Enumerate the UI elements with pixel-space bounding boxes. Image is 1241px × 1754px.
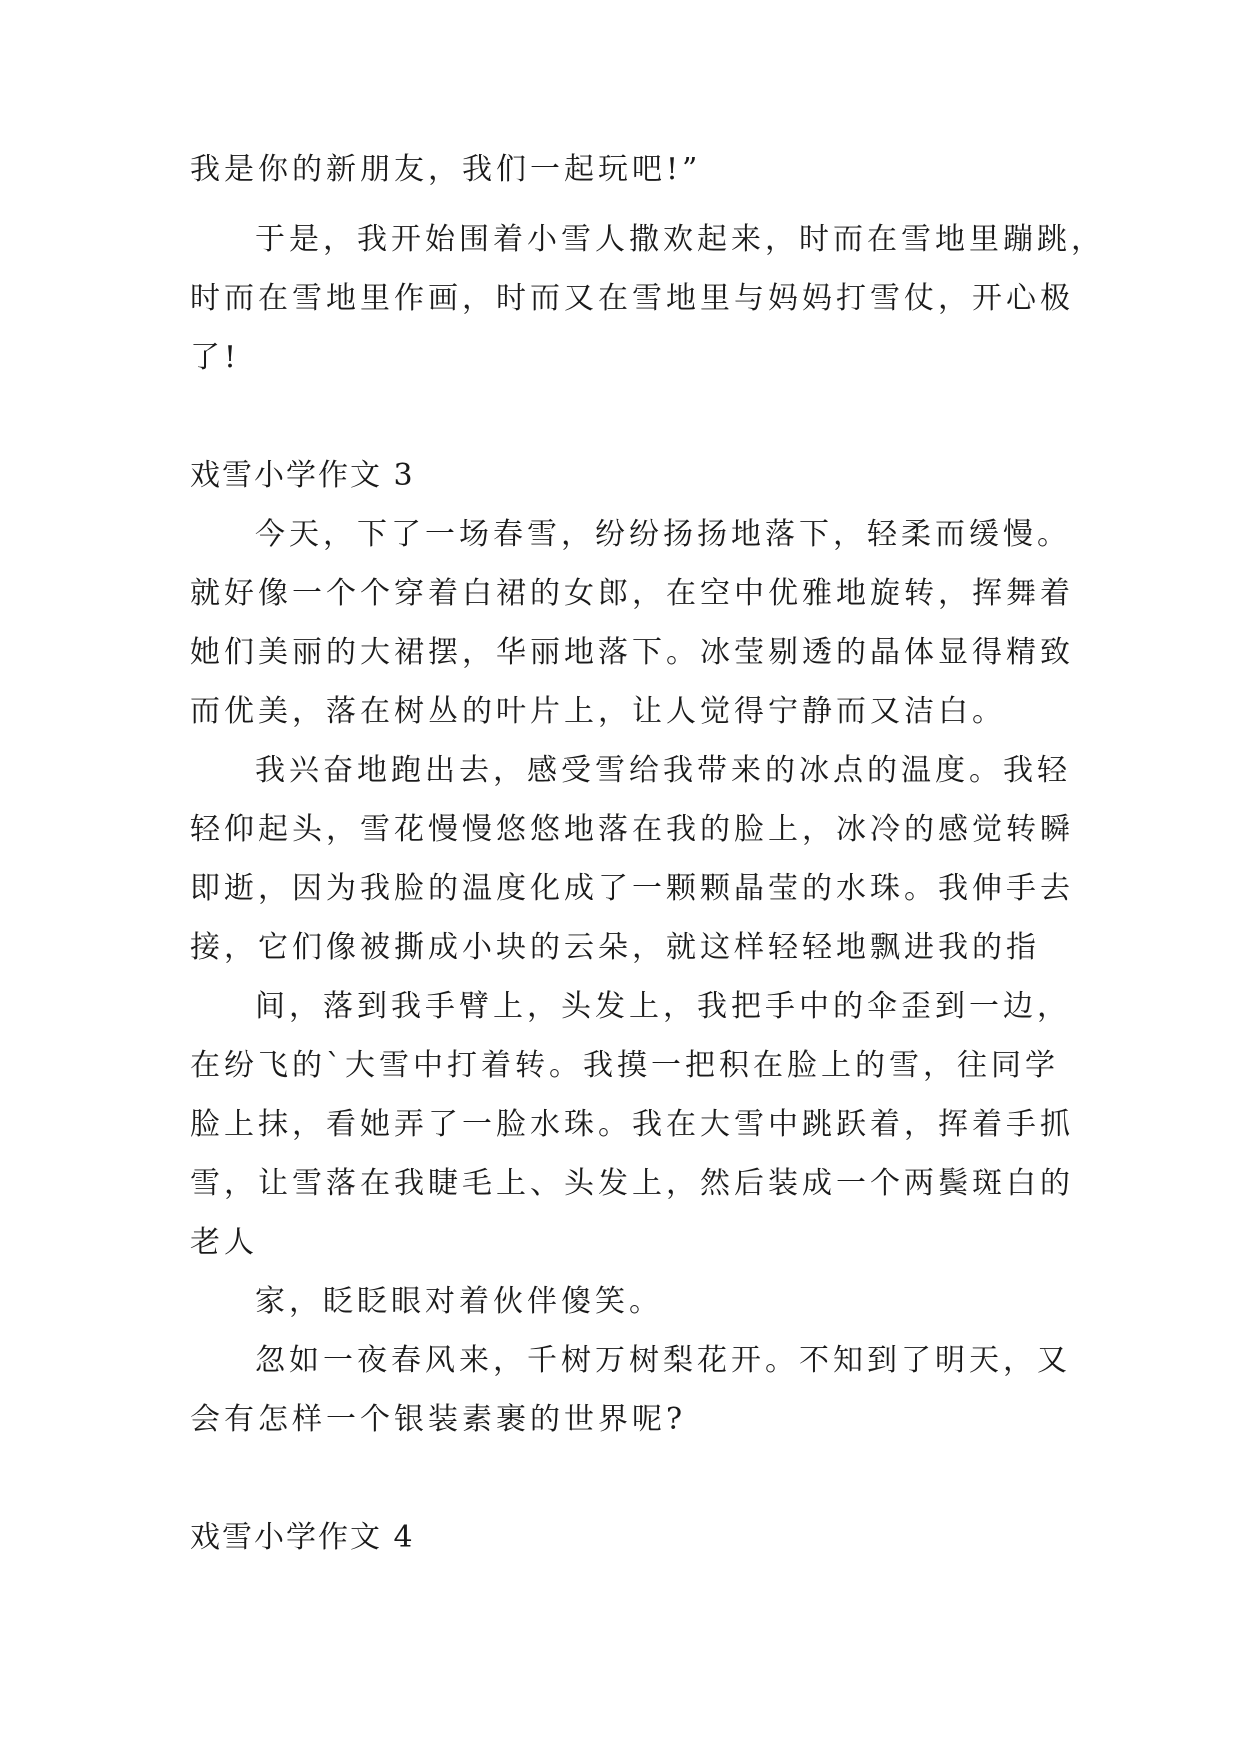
- text-line: 了!: [190, 340, 241, 375]
- text-line: 时而在雪地里作画，时而又在雪地里与妈妈打雪仗，开心极: [190, 281, 1074, 316]
- text-line: 在纷飞的`大雪中打着转。我摸一把积在脸上的雪，往同学: [190, 1048, 1059, 1083]
- text-line: 而优美，落在树丛的叶片上，让人觉得宁静而又洁白。: [190, 694, 1006, 729]
- paragraph-first-line: 于是，我开始围着小雪人撒欢起来，时而在雪地里蹦跳，: [255, 222, 1105, 257]
- text-line: 即逝，因为我脸的温度化成了一颗颗晶莹的水珠。我伸手去: [190, 871, 1074, 906]
- section-heading: 戏雪小学作文 3: [190, 458, 415, 493]
- paragraph-first-line: 忽如一夜春风来，千树万树梨花开。不知到了明天，又: [255, 1343, 1071, 1378]
- paragraph-first-line: 间，落到我手臂上，头发上，我把手中的伞歪到一边，: [255, 989, 1071, 1024]
- paragraph-first-line: 家，眨眨眼对着伙伴傻笑。: [255, 1284, 663, 1319]
- text-line: 就好像一个个穿着白裙的女郎，在空中优雅地旋转，挥舞着: [190, 576, 1074, 611]
- text-line: 她们美丽的大裙摆，华丽地落下。冰莹剔透的晶体显得精致: [190, 635, 1074, 670]
- paragraph-first-line: 今天，下了一场春雪，纷纷扬扬地落下，轻柔而缓慢。: [255, 517, 1071, 552]
- text-line: 我是你的新朋友，我们一起玩吧!”: [190, 152, 702, 187]
- text-line: 老人: [190, 1225, 258, 1260]
- text-line: 会有怎样一个银装素裹的世界呢?: [190, 1402, 687, 1437]
- text-line: 接，它们像被撕成小块的云朵，就这样轻轻地飘进我的指: [190, 930, 1040, 965]
- text-line: 脸上抹，看她弄了一脸水珠。我在大雪中跳跃着，挥着手抓: [190, 1107, 1074, 1142]
- section-heading: 戏雪小学作文 4: [190, 1520, 415, 1555]
- text-line: 雪，让雪落在我睫毛上、头发上，然后装成一个两鬓斑白的: [190, 1166, 1074, 1201]
- paragraph-first-line: 我兴奋地跑出去，感受雪给我带来的冰点的温度。我轻: [255, 753, 1071, 788]
- text-line: 轻仰起头，雪花慢慢悠悠地落在我的脸上，冰冷的感觉转瞬: [190, 812, 1074, 847]
